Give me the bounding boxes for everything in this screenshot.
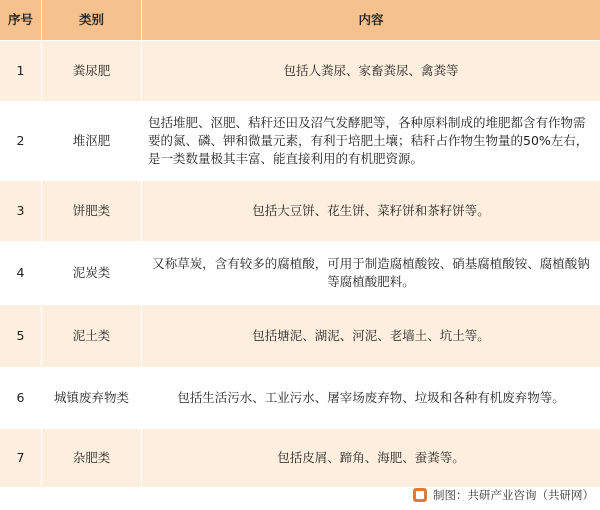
source-credit: 制图：共研产业咨询（共研网） — [433, 488, 594, 502]
row-index: 7 — [0, 429, 42, 487]
table-row — [0, 41, 600, 102]
table-row — [0, 368, 600, 429]
row-content: 包括塘泥、湖泥、河泥、老墙土、坑土等。 — [252, 328, 490, 343]
table-row — [0, 102, 600, 181]
row-category: 粪尿肥 — [42, 41, 142, 101]
brand-logo-icon — [413, 488, 427, 502]
row-index: 3 — [0, 181, 42, 241]
row-category: 泥炭类 — [42, 242, 142, 304]
row-content: 包括生活污水、工业污水、屠宰场废弃物、垃圾和各种有机废弃物等。 — [177, 390, 565, 405]
row-index: 6 — [0, 368, 42, 428]
row-category: 堆沤肥 — [42, 102, 142, 180]
header-index: 序号 — [0, 0, 42, 40]
row-category: 泥土类 — [42, 305, 142, 367]
row-category: 杂肥类 — [42, 429, 142, 487]
header-content: 内容 — [358, 12, 384, 27]
row-index: 5 — [0, 305, 42, 367]
row-content: 又称草炭，含有较多的腐植酸，可用于制造腐植酸铵、硝基腐植酸铵、腐植酸钠等腐植酸肥料。 — [152, 256, 590, 289]
source-footer — [0, 480, 600, 510]
row-content: 包括皮屑、蹄角、海肥、蚕粪等。 — [277, 450, 465, 465]
table-row — [0, 305, 600, 368]
table-row — [0, 181, 600, 242]
table-header-row — [0, 0, 600, 41]
table-row — [0, 242, 600, 305]
row-category: 城镇废弃物类 — [42, 368, 142, 428]
row-content: 包括堆肥、沤肥、秸秆还田及沼气发酵肥等，各种原料制成的堆肥都含有作物需要的氮、磷、钾和微量元素，有利于培肥土壤；秸秆占作物生物量的50%左右，是一类数量极其丰富、能直接利用的有机肥资源。 — [148, 115, 589, 166]
row-index: 2 — [0, 102, 42, 180]
row-index: 4 — [0, 242, 42, 304]
row-index: 1 — [0, 41, 42, 101]
row-content: 包括大豆饼、花生饼、菜籽饼和茶籽饼等。 — [252, 203, 490, 218]
header-category: 类别 — [42, 0, 142, 40]
row-content: 包括人粪尿、家畜粪尿、禽粪等 — [283, 63, 459, 78]
row-category: 饼肥类 — [42, 181, 142, 241]
